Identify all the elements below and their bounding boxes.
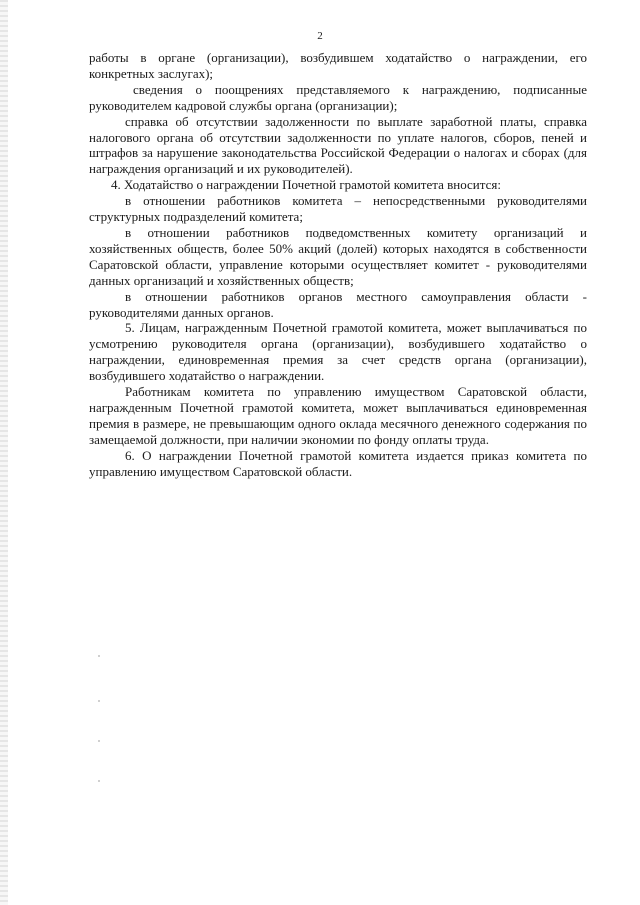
- paragraph-section-5: 5. Лицам, награжденным Почетной грамотой комитета, может выплачиваться по усмотрению руководителя органа (организации), возбудившего ходатайство о награждении, единовременная премия за счет средств органа (организации), возбудившего ходатайство о награждении.: [89, 320, 587, 384]
- paragraph-committee-employees: в отношении работников комитета – непосредственными руководителями структурных подразделений комитета;: [89, 193, 587, 225]
- document-body: [89, 50, 587, 479]
- paragraph-section-4: 4. Ходатайство о награждении Почетной грамотой комитета вносится:: [111, 177, 501, 193]
- scan-speck: [98, 780, 100, 782]
- paragraph-section-6: 6. О награждении Почетной грамотой комитета издается приказ комитета по управлению имуществом Саратовской области.: [89, 447, 587, 479]
- scan-speck: [98, 700, 100, 702]
- scan-speck: [98, 740, 100, 742]
- page-number: 2: [317, 30, 323, 42]
- scan-speck: [98, 655, 100, 657]
- paragraph-continuation: работы в органе (организации), возбудившем ходатайство о награждении, его конкретных заслугах);: [89, 50, 587, 81]
- paragraph-subordinate-organizations: в отношении работников подведомственных комитету организаций и хозяйственных обществ, более 50% акций (долей) которых находятся в собственности Саратовской области, управление которыми осуществляет комитет - руководителями данных организаций и хозяйственных обществ;: [89, 224, 587, 288]
- paragraph-committee-bonus: Работникам комитета по управлению имуществом Саратовской области, награжденным Почетной грамотой комитета, может выплачиваться единовременная премия в размере, не превышающим одного оклада месячного денежного содержания по замещаемой должности, при наличии экономии по фонду оплаты труда.: [89, 384, 587, 447]
- paragraph-local-government: в отношении работников органов местного самоуправления области - руководителями данных органов.: [89, 288, 587, 320]
- paragraph-debt-certificate: справка об отсутствии задолженности по выплате заработной платы, справка налогового органа об отсутствии задолженности по уплате налогов, сборов, пеней и штрафов за нарушение законодательства Российской Федерации о налогах и сборах (для награждения организаций и их руководителей).: [89, 113, 587, 177]
- scan-edge-artifact: [0, 0, 8, 905]
- paragraph-incentives: сведения о поощрениях представляемого к награждению, подписанные руководителем кадровой службы органа (организации);: [89, 81, 587, 113]
